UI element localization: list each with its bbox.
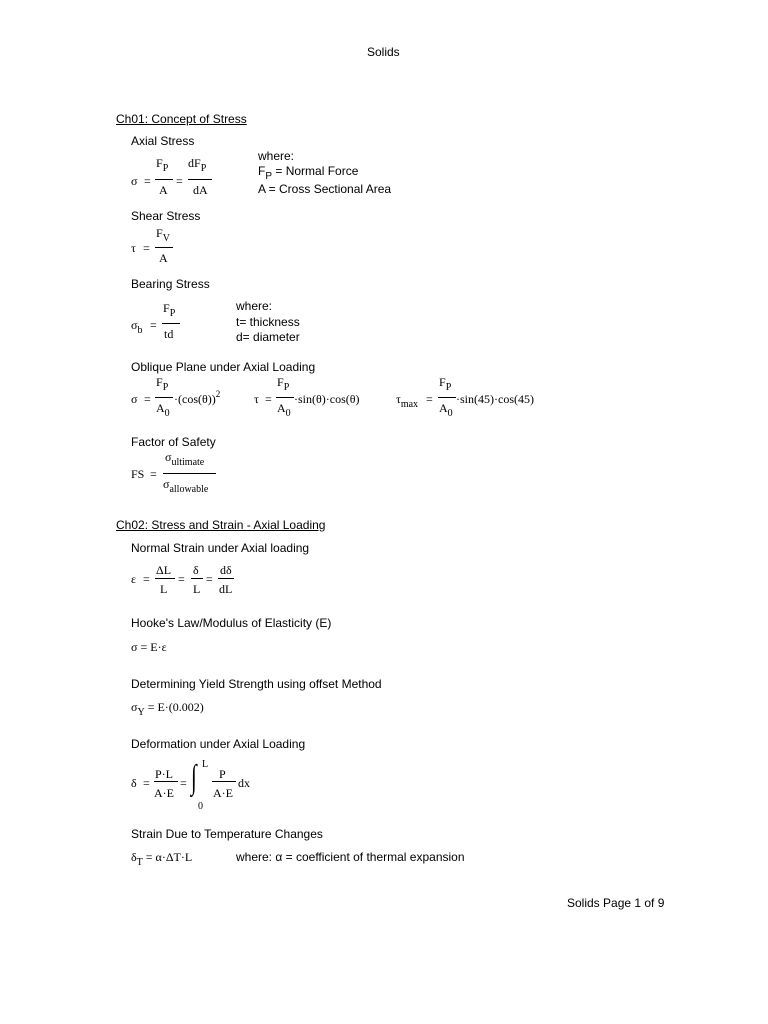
chapter-2-title: Ch02: Stress and Strain - Axial Loading: [116, 518, 326, 532]
deformation-label: Deformation under Axial Loading: [131, 737, 306, 751]
page-footer: Solids Page 1 of 9: [567, 896, 665, 910]
axial-stress-label: Axial Stress: [131, 134, 195, 148]
yield-strength-label: Determining Yield Strength using offset Method: [131, 677, 382, 691]
hookes-law-formula: σ = E·ε: [131, 640, 167, 654]
bearing-where-label: where:: [236, 299, 273, 313]
hookes-law-label: Hooke's Law/Modulus of Elasticity (E): [131, 616, 332, 630]
bearing-where-d: d= diameter: [236, 330, 300, 344]
temperature-where: where: α = coefficient of thermal expansion: [236, 850, 465, 864]
axial-where-fp: $F_P$ = Normal Force: [258, 164, 359, 182]
axial-where-label: where:: [258, 149, 295, 163]
page-header: Solids: [367, 45, 400, 59]
factor-of-safety-label: Factor of Safety: [131, 435, 216, 449]
chapter-1-title: Ch01: Concept of Stress: [116, 112, 247, 126]
oblique-plane-label: Oblique Plane under Axial Loading: [131, 360, 316, 374]
yield-strength-formula: $\sigma_Y = E\cdot(0.002)$: [131, 700, 204, 718]
bearing-where-t: t= thickness: [236, 315, 300, 329]
temperature-strain-label: Strain Due to Temperature Changes: [131, 827, 323, 841]
axial-where-a: A = Cross Sectional Area: [258, 182, 392, 196]
bearing-stress-label: Bearing Stress: [131, 277, 210, 291]
temperature-strain-formula: $\delta_T = \alpha\cdot\Delta T\cdot L$: [131, 850, 193, 868]
shear-stress-label: Shear Stress: [131, 209, 201, 223]
normal-strain-label: Normal Strain under Axial loading: [131, 541, 310, 555]
